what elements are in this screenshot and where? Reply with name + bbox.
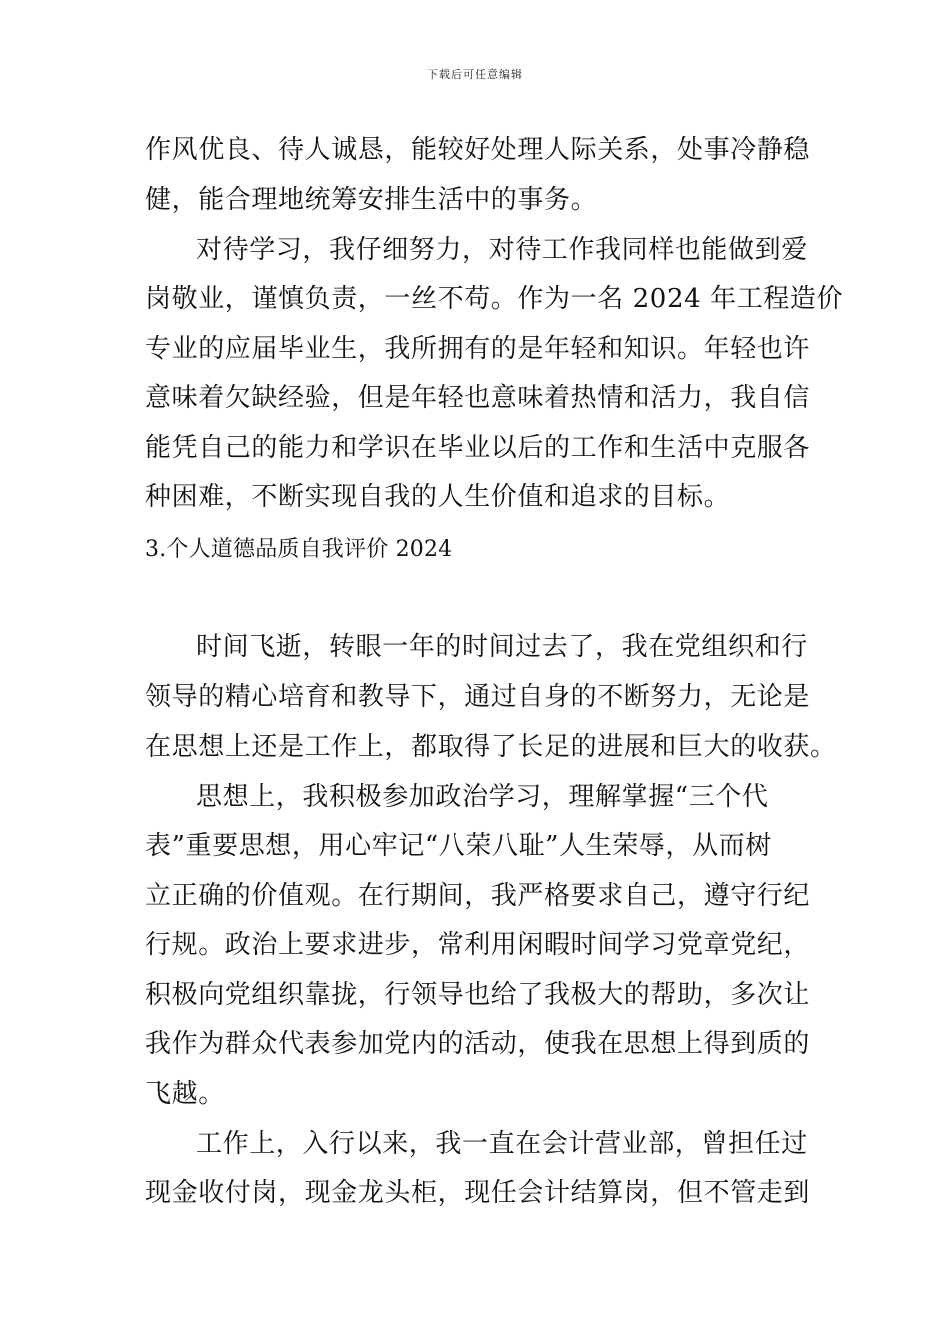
text-line: 思想上，我积极参加政治学习，理解掌握“三个代 bbox=[196, 782, 769, 812]
text-line: 作风优良、待人诚恳，能较好处理人际关系，处事冷静稳 bbox=[145, 135, 811, 165]
text-line: 意味着欠缺经验，但是年轻也意味着热情和活力，我自信 bbox=[145, 383, 811, 413]
text-line: 能凭自己的能力和学识在毕业以后的工作和生活中克服各 bbox=[145, 433, 811, 463]
text-line: 行规。政治上要求进步，常利用闲暇时间学习党章党纪， bbox=[145, 930, 811, 960]
text-line: 我作为群众代表参加党内的活动，使我在思想上得到质的 bbox=[145, 1029, 811, 1059]
text-line: 工作上，入行以来，我一直在会计营业部，曾担任过 bbox=[196, 1129, 808, 1159]
section-heading: 3.个人道德品质自我评价 2024 bbox=[145, 537, 453, 562]
text-line: 岗敬业，谨慎负责，一丝不苟。作为一名 2024 年工程造价 bbox=[145, 284, 844, 314]
text-line: 立正确的价值观。在行期间，我严格要求自己，遵守行纪 bbox=[145, 881, 811, 911]
text-line: 对待学习，我仔细努力，对待工作我同样也能做到爱 bbox=[196, 235, 808, 265]
text-line: 健，能合理地统筹安排生活中的事务。 bbox=[145, 185, 598, 215]
text-line: 在思想上还是工作上，都取得了长足的进展和巨大的收获。 bbox=[145, 732, 837, 762]
text-line: 现金收付岗，现金龙头柜，现任会计结算岗，但不管走到 bbox=[145, 1178, 811, 1208]
header-note: 下载后可任意编辑 bbox=[427, 68, 523, 81]
text-line: 种困难，不断实现自我的人生价值和追求的目标。 bbox=[145, 482, 731, 512]
text-line: 专业的应届毕业生，我所拥有的是年轻和知识。年轻也许 bbox=[145, 334, 811, 364]
text-line: 表”重要思想，用心牢记“八荣八耻”人生荣辱，从而树 bbox=[145, 831, 772, 861]
text-line: 积极向党组织靠拢，行领导也给了我极大的帮助，多次让 bbox=[145, 980, 811, 1010]
text-line: 时间飞逝，转眼一年的时间过去了，我在党组织和行 bbox=[196, 632, 808, 662]
text-line: 领导的精心培育和教导下，通过自身的不断努力，无论是 bbox=[145, 682, 811, 712]
text-line: 飞越。 bbox=[145, 1079, 225, 1109]
